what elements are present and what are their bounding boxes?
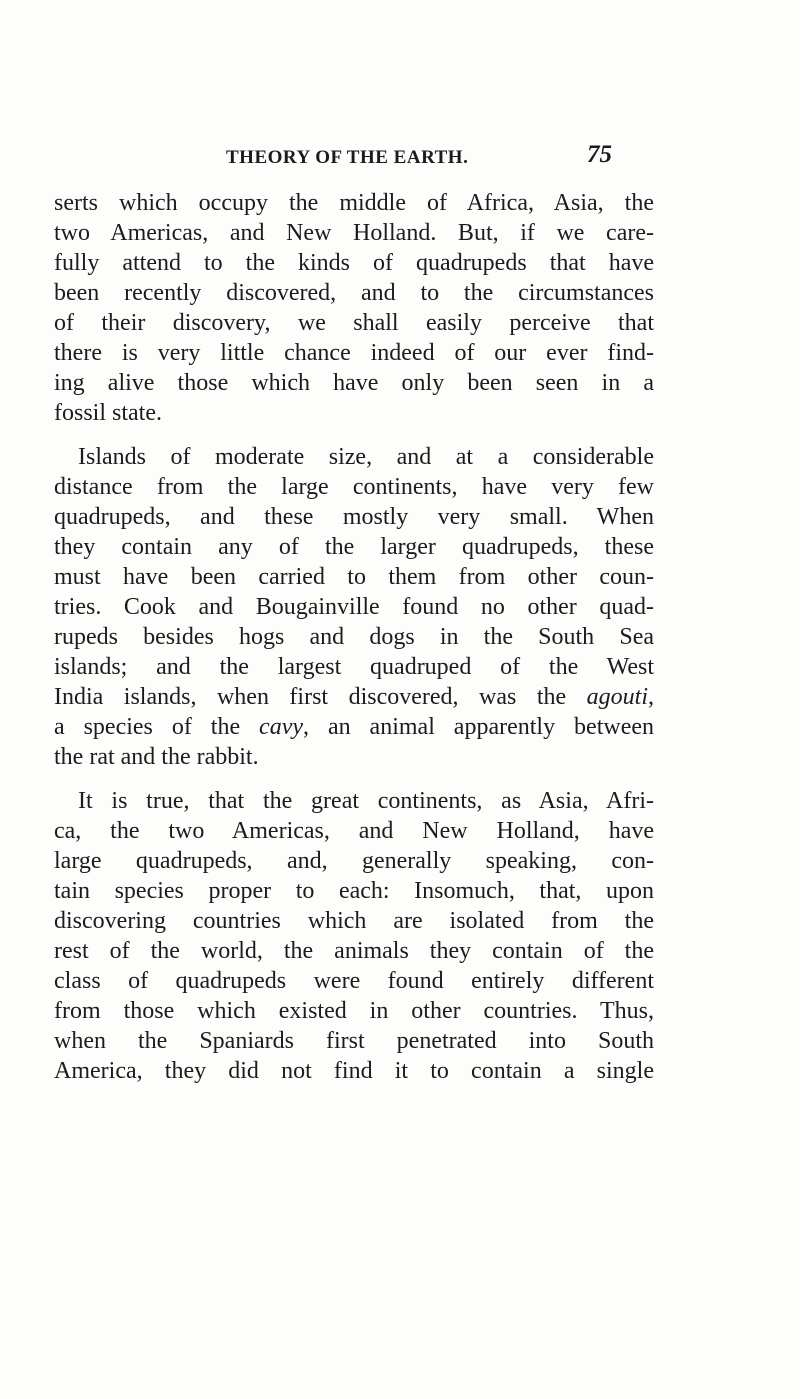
text-run: , — [648, 684, 654, 710]
paragraph-gap — [54, 428, 654, 442]
text-line: class of quadrupeds were found entirely different — [54, 968, 654, 994]
text-line: from those which existed in other countries. Thus, — [54, 998, 654, 1024]
text-line: large quadrupeds, and, generally speaking, con- — [54, 848, 654, 874]
text-run: a species of the — [54, 714, 260, 740]
text-line: two Americas, and New Holland. But, if we care- — [54, 220, 654, 246]
text-line: Islands of moderate size, and at a considerable — [78, 444, 654, 470]
text-line: discovering countries which are isolated from the — [54, 908, 654, 934]
body-text — [54, 188, 654, 1086]
text-line: they contain any of the larger quadrupeds, these — [54, 534, 654, 560]
text-line: America, they did not find it to contain a single — [54, 1058, 654, 1084]
page-number: 75 — [587, 141, 612, 168]
text-line: when the Spaniards first penetrated into South — [54, 1028, 654, 1054]
text-line: islands; and the largest quadruped of the West — [54, 654, 654, 680]
text-line: tries. Cook and Bougainville found no other quad- — [54, 594, 654, 620]
text-line: It is true, that the great continents, as Asia, Afri- — [78, 788, 654, 814]
italic-term-cavy: cavy — [259, 714, 304, 740]
text-line: ing alive those which have only been seen in a — [54, 370, 654, 396]
text-line: fully attend to the kinds of quadrupeds that have — [54, 250, 654, 276]
paragraph-3 — [54, 786, 654, 1086]
text-line: been recently discovered, and to the circumstances — [54, 280, 654, 306]
text-line: quadrupeds, and these mostly very small. When — [54, 504, 654, 530]
paragraph-2 — [54, 442, 654, 772]
text-line: the rat and the rabbit. — [54, 744, 259, 770]
text-line: serts which occupy the middle of Africa, Asia, the — [54, 190, 654, 216]
text-line: fossil state. — [54, 400, 162, 426]
text-line: rest of the world, the animals they contain of the — [54, 938, 654, 964]
text-line: tain species proper to each: Insomuch, that, upon — [54, 878, 654, 904]
italic-term-agouti: agouti — [586, 684, 648, 710]
text-line-cavy — [54, 712, 654, 742]
text-line: distance from the large continents, have very few — [54, 474, 654, 500]
text-run: India islands, when first discovered, was the — [54, 684, 587, 710]
running-title: THEORY OF THE EARTH. — [226, 147, 469, 168]
text-line-agouti — [54, 682, 654, 712]
text-line: rupeds besides hogs and dogs in the South Sea — [54, 624, 654, 650]
paragraph-1 — [54, 188, 654, 428]
text-line: of their discovery, we shall easily perceive that — [54, 310, 654, 336]
running-head — [150, 141, 620, 173]
paragraph-gap — [54, 772, 654, 786]
text-line: there is very little chance indeed of our ever find- — [54, 340, 654, 366]
text-run: , an animal apparently between — [303, 714, 654, 740]
text-line: must have been carried to them from other coun- — [54, 564, 654, 590]
text-line: ca, the two Americas, and New Holland, have — [54, 818, 654, 844]
